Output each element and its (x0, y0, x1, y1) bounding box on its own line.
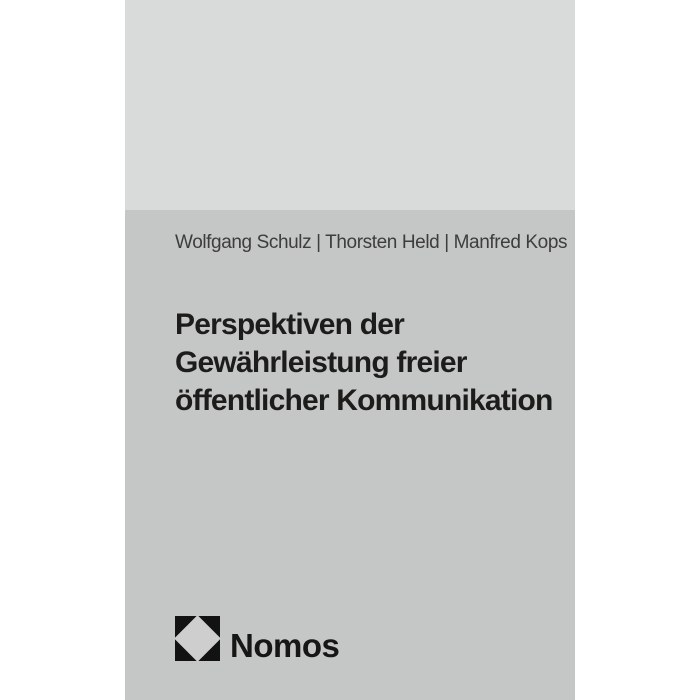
book-title-line-3: öffentlicher Kommunikation (175, 384, 553, 417)
book-cover (125, 0, 575, 700)
book-title (175, 306, 570, 420)
nomos-diamond-icon (175, 616, 220, 661)
book-title-line-2: Gewährleistung freier (175, 346, 467, 379)
diamond-shape (174, 615, 221, 662)
author-line: Wolfgang Schulz | Thorsten Held | Manfred Kops (175, 232, 568, 253)
cover-top-band (125, 0, 575, 210)
publisher-name: Nomos (230, 627, 340, 664)
book-title-line-1: Perspektiven der (175, 308, 404, 341)
